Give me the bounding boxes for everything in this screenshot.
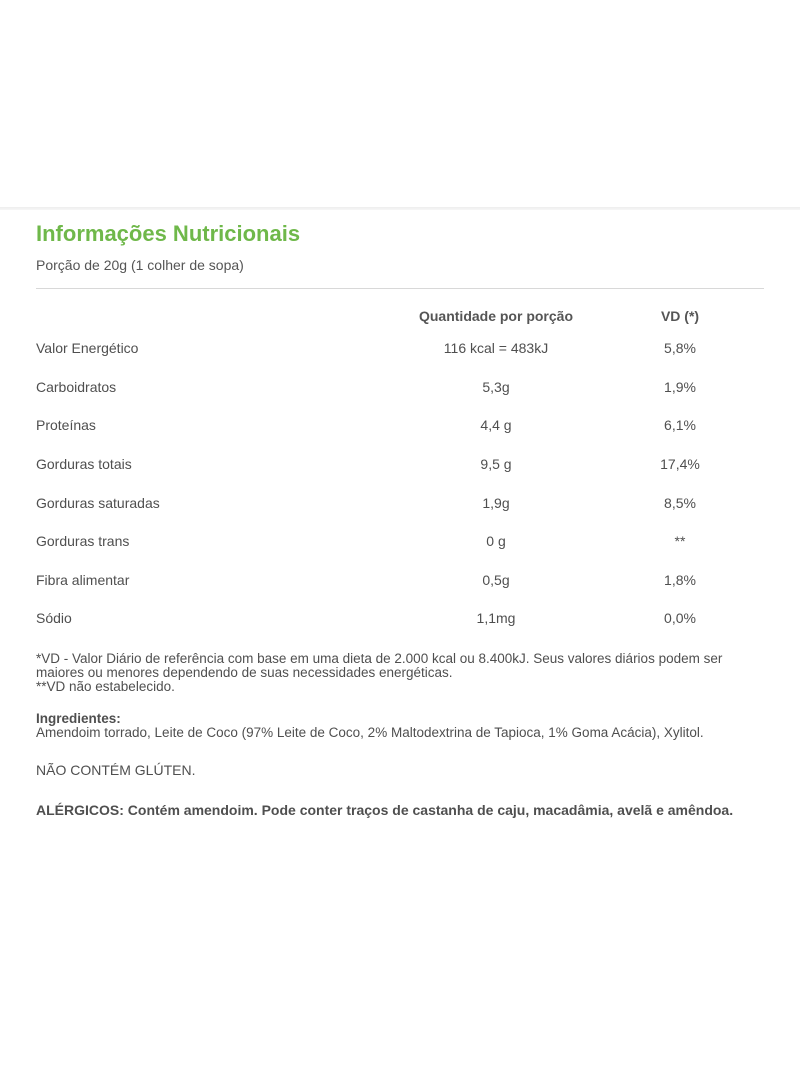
nutrient-name: Gorduras trans bbox=[36, 533, 130, 550]
nutrient-quantity: 0,5g bbox=[482, 571, 510, 588]
table-row bbox=[36, 445, 764, 484]
table-row bbox=[36, 599, 764, 638]
table-row bbox=[36, 561, 764, 600]
nutrient-name: Valor Energético bbox=[36, 340, 139, 357]
nutrient-quantity: 1,9g bbox=[482, 494, 510, 511]
header-vd: VD (*) bbox=[660, 308, 700, 324]
nutrient-quantity: 9,5 g bbox=[480, 456, 512, 473]
ingredients-section bbox=[36, 712, 766, 740]
nutrient-name: Gorduras totais bbox=[36, 456, 132, 473]
table-header-row bbox=[36, 303, 764, 329]
table-row bbox=[36, 406, 764, 445]
allergens-notice bbox=[36, 802, 766, 818]
nutrient-name: Carboidratos bbox=[36, 378, 117, 395]
nutrient-name: Proteínas bbox=[36, 417, 96, 434]
portion-size: Porção de 20g (1 colher de sopa) bbox=[36, 257, 244, 273]
nutrient-vd: 1,9% bbox=[664, 378, 696, 395]
section-divider bbox=[0, 207, 800, 210]
top-blank-area bbox=[0, 0, 800, 210]
nutrient-quantity: 4,4 g bbox=[480, 417, 512, 434]
nutrition-table bbox=[36, 303, 764, 638]
nutrient-name: Fibra alimentar bbox=[36, 571, 130, 588]
nutrient-quantity: 116 kcal = 483kJ bbox=[443, 340, 549, 357]
nutrient-vd: 17,4% bbox=[660, 456, 700, 473]
nutrient-vd: 0,0% bbox=[664, 610, 696, 627]
nutrient-name: Sódio bbox=[36, 610, 72, 627]
table-row bbox=[36, 483, 764, 522]
nutrient-quantity: 1,1mg bbox=[476, 610, 516, 627]
footnote-not-established: **VD não estabelecido. bbox=[36, 678, 175, 694]
nutrient-vd: 6,1% bbox=[664, 417, 696, 434]
nutrient-vd: 5,8% bbox=[664, 340, 696, 357]
nutrient-vd: ** bbox=[674, 533, 686, 550]
footnote-vd: *VD - Valor Diário de referência com base em uma dieta de 2.000 kcal ou 8.400kJ. Seus valores diários podem ser maiores ou menores dependendo de suas necessidades energéticas. bbox=[36, 650, 723, 680]
header-quantity: Quantidade por porção bbox=[418, 308, 573, 324]
gluten-notice: NÃO CONTÉM GLÚTEN. bbox=[36, 761, 196, 778]
nutrient-vd: 8,5% bbox=[664, 494, 696, 511]
header-rule bbox=[36, 288, 764, 289]
nutrition-title: Informações Nutricionais bbox=[36, 221, 301, 246]
allergens-label: ALÉRGICOS: bbox=[36, 801, 124, 818]
nutrient-quantity: 5,3g bbox=[482, 378, 510, 395]
ingredients-text: Amendoim torrado, Leite de Coco (97% Leite de Coco, 2% Maltodextrina de Tapioca, 1% Goma Acácia), Xylitol. bbox=[36, 724, 704, 740]
ingredients-title: Ingredientes: bbox=[36, 710, 121, 726]
header-name bbox=[36, 303, 396, 329]
table-row bbox=[36, 329, 764, 368]
table-row bbox=[36, 522, 764, 561]
nutrient-vd: 1,8% bbox=[664, 571, 696, 588]
nutrition-panel bbox=[36, 212, 766, 818]
nutrient-name: Gorduras saturadas bbox=[36, 494, 160, 511]
nutrient-quantity: 0 g bbox=[486, 533, 506, 550]
table-row bbox=[36, 368, 764, 407]
allergens-text: Contém amendoim. Pode conter traços de castanha de caju, macadâmia, avelã e amêndoa. bbox=[127, 801, 734, 818]
footnotes bbox=[36, 652, 766, 694]
